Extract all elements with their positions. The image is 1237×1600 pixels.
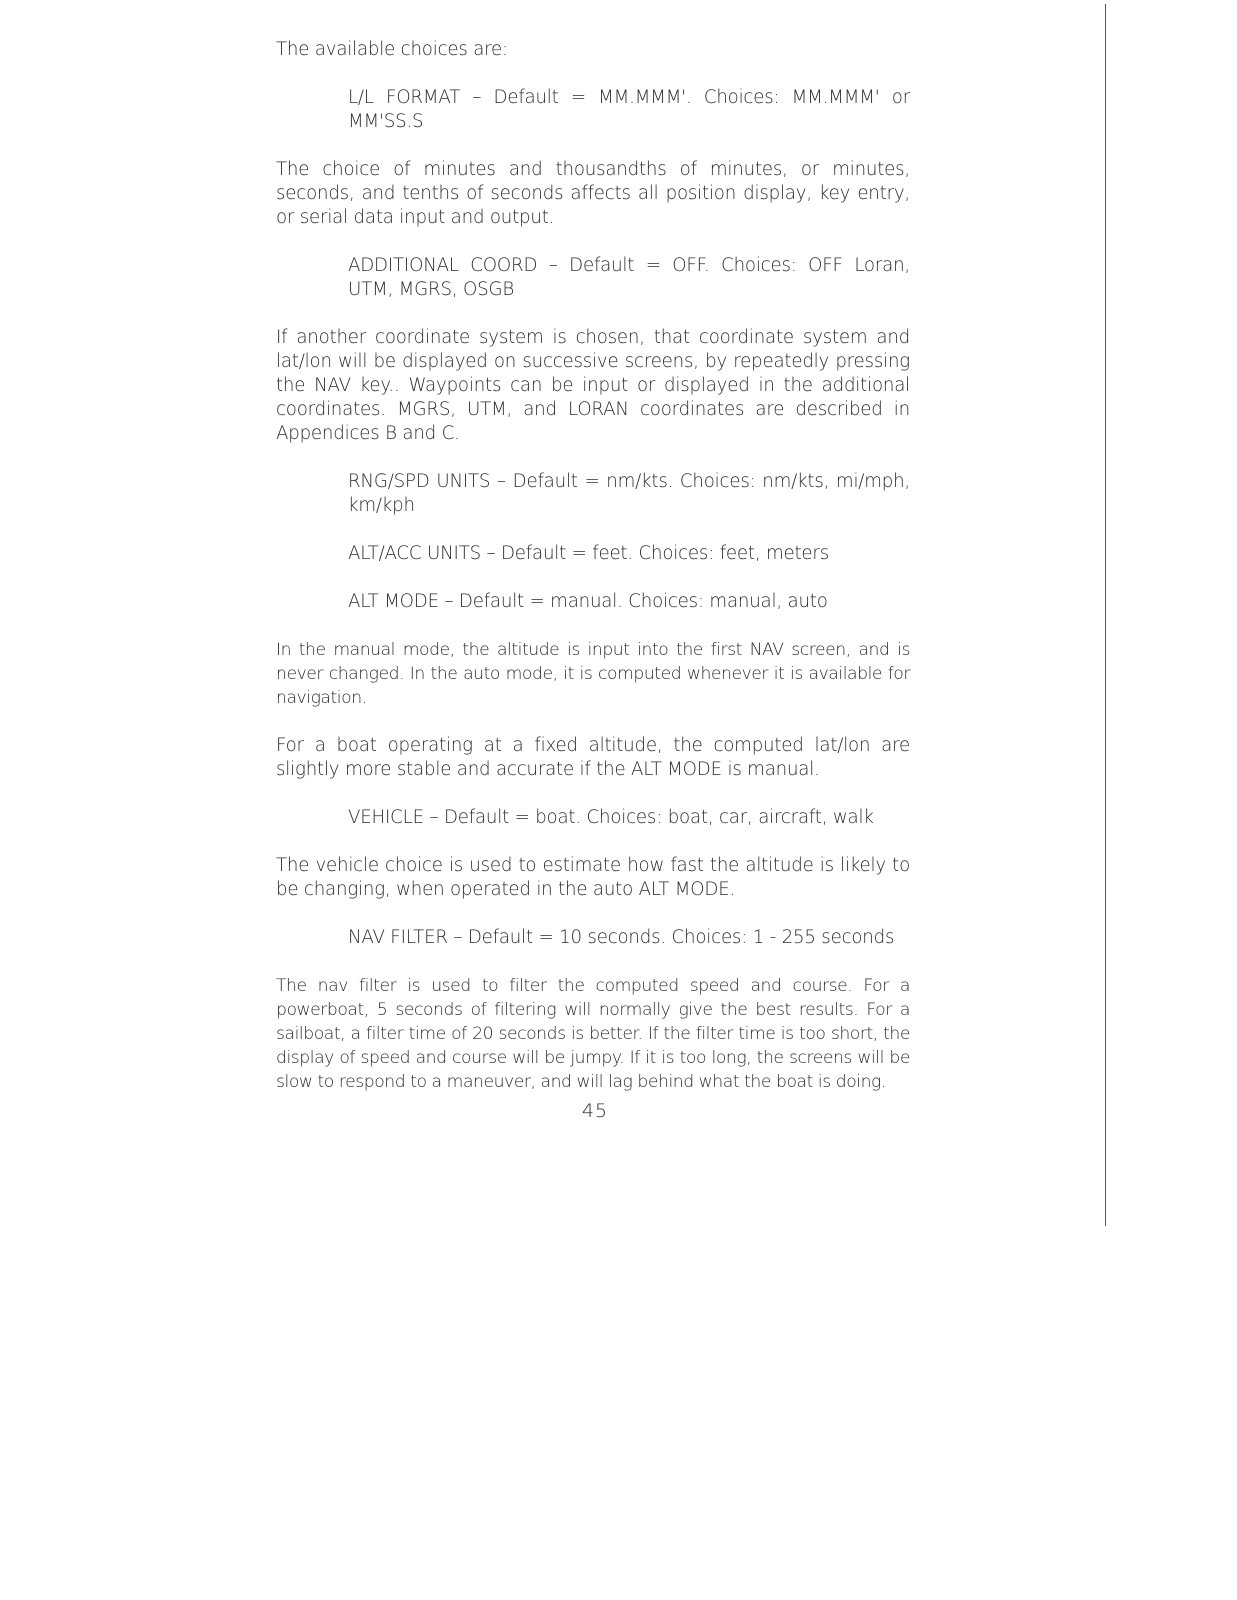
setting-ll-format: L/L FORMAT – Default = MM.MMM'. Choices: MM.MMM' or MM'SS.S [348,87,910,132]
page-number: 45 [581,1100,609,1122]
alt-mode-description: In the manual mode, the altitude is input into the first NAV screen, and is never changed. In the auto mode, it is computed whenever it is available for navigation. [276,640,910,708]
ll-format-description: The choice of minutes and thousandths of minutes, or minutes, seconds, and tenths of seconds affects all position display, key entry, or serial data input and output. [276,159,910,228]
setting-nav-filter: NAV FILTER – Default = 10 seconds. Choices: 1 - 255 seconds [348,927,895,948]
nav-filter-description: The nav filter is used to filter the computed speed and course. For a powerboat, 5 seconds of filtering will normally give the best results. For a sailboat, a filter time of 20 seconds is better. If the filter time is too short, the display of speed and course will be jumpy. If it is too long, the screens will be slow to respond to a maneuver, and will lag behind what the boat is doing. [276,976,910,1092]
intro-text: The available choices are: [276,39,508,60]
setting-rng-spd-units: RNG/SPD UNITS – Default = nm/kts. Choices: nm/kts, mi/mph, km/kph [348,471,910,516]
page-body [276,38,910,1094]
setting-alt-mode: ALT MODE – Default = manual. Choices: manual, auto [348,591,828,612]
setting-vehicle: VEHICLE – Default = boat. Choices: boat, car, aircraft, walk [348,807,874,828]
page-edge-rule [1105,4,1106,1226]
setting-additional-coord: ADDITIONAL COORD – Default = OFF. Choices: OFF Loran, UTM, MGRS, OSGB [348,255,910,300]
setting-alt-acc-units: ALT/ACC UNITS – Default = feet. Choices: feet, meters [348,543,829,564]
vehicle-description: The vehicle choice is used to estimate how fast the altitude is likely to be changing, when operated in the auto ALT MODE. [276,855,910,900]
additional-coord-description: If another coordinate system is chosen, that coordinate system and lat/lon will be displayed on successive screens, by repeatedly pressing the NAV key.. Waypoints can be input or displayed in the additional coordinates. MGRS, UTM, and LORAN coordinates are described in Appendices B and C. [276,327,910,444]
alt-mode-boat-note: For a boat operating at a fixed altitude, the computed lat/lon are slightly more stable and accurate if the ALT MODE is manual. [276,735,910,780]
